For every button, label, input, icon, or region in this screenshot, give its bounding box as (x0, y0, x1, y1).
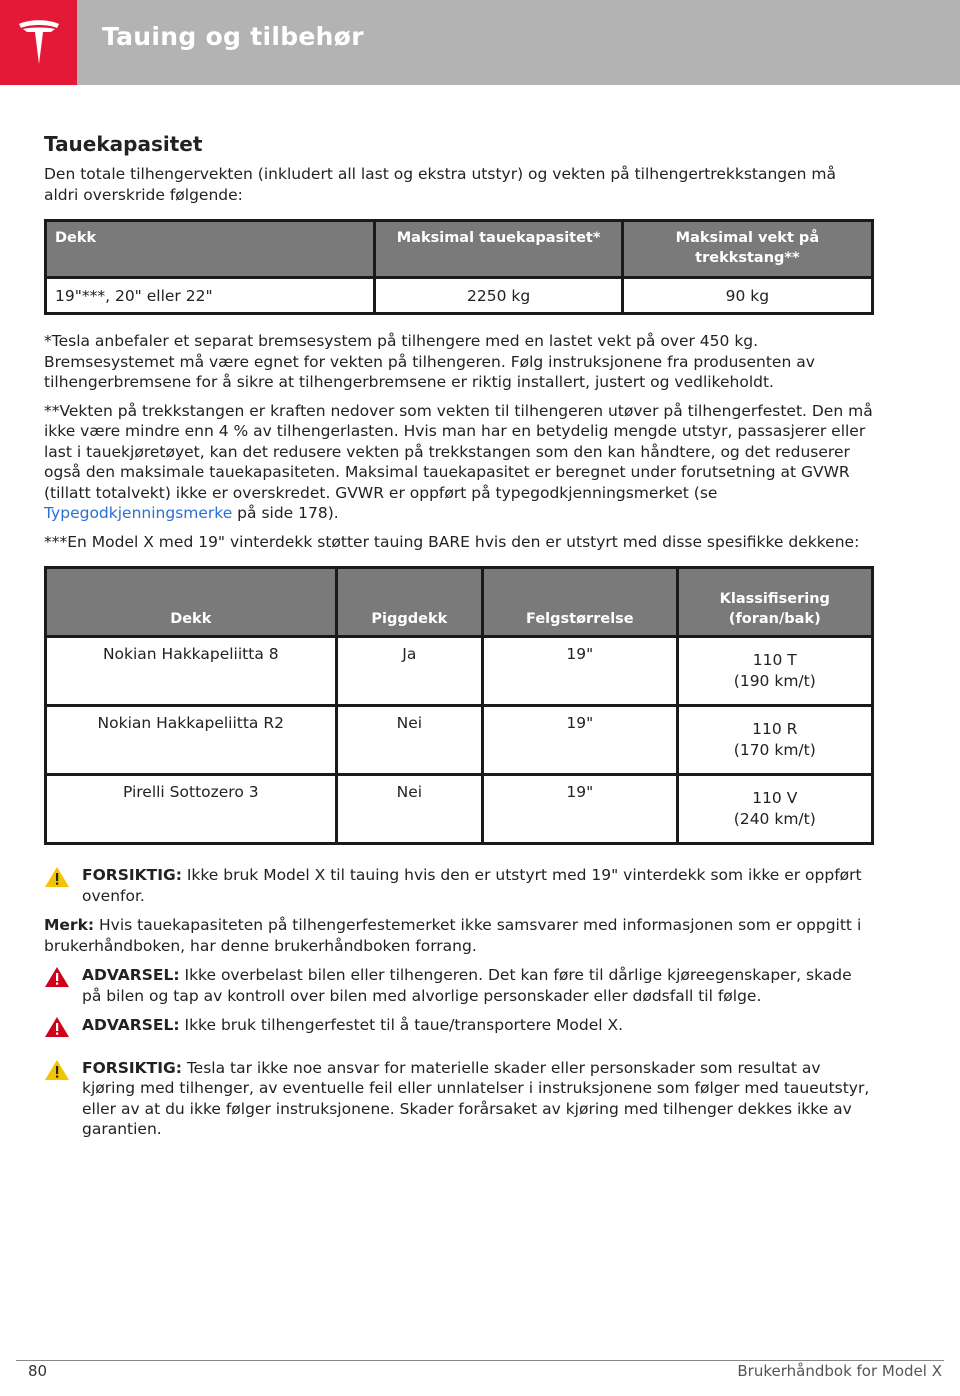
studded: Ja (336, 637, 483, 706)
warning-icon (44, 1015, 82, 1044)
caution-icon (44, 865, 82, 894)
studded: Nei (336, 775, 483, 844)
warning-body: Ikke overbelast bilen eller tilhengeren. Det kan føre til dårlige kjøreegenskaper, skade på bilen og tap av kontroll over bilen med alvorlige personskader eller dødsfall til følge. (82, 966, 852, 1005)
table-row (46, 775, 873, 844)
rating-code: 110 V (752, 789, 798, 807)
table-header-row (46, 221, 873, 278)
table-cell: 2250 kg (375, 278, 622, 314)
note-label: Merk: (44, 916, 95, 934)
note-body: Hvis tauekapasiteten på tilhengerfestemerket ikke samsvarer med informasjonen som er oppgitt i brukerhåndboken, har denne brukerhåndboken forrang. (44, 916, 862, 955)
table-cell: 90 kg (622, 278, 872, 314)
column-header: Piggdekk (336, 568, 483, 637)
rating-code: 110 T (752, 651, 797, 669)
column-header: Dekk (46, 568, 337, 637)
warning-notice (44, 1015, 874, 1044)
caution-text (82, 865, 874, 906)
caution-text (82, 1058, 874, 1140)
tire-name: Pirelli Sottozero 3 (46, 775, 337, 844)
rating-speed: (170 km/t) (733, 740, 816, 759)
footnote-text: **Vekten på trekkstangen er kraften nedover som vekten til tilhengeren utøver på tilhengerfestet. Den må ikke være mindre enn 4 % av tilhengerlasten. Hvis man har en betydelig mengde utstyr, passasjerer eller last i tauekjøretøyet, kan det redusere vekten på trekkstangen som den kan håndtere, og det reduserer også den maksimale tauekapasiteten. Maksimal tauekapasitet er beregnet under forutsetning at GVWR (tillatt totalvekt) ikke er overskredet. GVWR er oppført på typegodkjenningsmerket (se (44, 401, 873, 502)
caution-icon (44, 1058, 82, 1087)
caution-notice (44, 1058, 874, 1140)
rim-size: 19" (483, 706, 677, 775)
warning-label: ADVARSEL: (82, 966, 180, 984)
chapter-title: Tauing og tilbehør (102, 22, 364, 51)
footnote-winter-tires: ***En Model X med 19" vinterdekk støtter tauing BARE hvis den er utstyrt med disse spesifikke dekkene: (44, 532, 860, 551)
rating-speed: (240 km/t) (733, 809, 816, 828)
caution-body: Tesla tar ikke noe ansvar for materielle skader eller personskader som resultat av kjøring med tilhenger, av eventuelle feil eller unnlatelser i instruksjonene som følger med taueutstyr, eller av at du ikke følger instruksjonene. Skader forårsaket av kjøring med tilhenger dekkes ikke av garantien. (82, 1058, 870, 1138)
warning-label: ADVARSEL: (82, 1016, 180, 1034)
footnote-tongue-weight (44, 401, 874, 524)
note-paragraph (44, 915, 874, 956)
page-number: 80 (28, 1362, 48, 1380)
column-header: Dekk (46, 221, 375, 278)
towing-capacity-table (44, 219, 874, 315)
load-speed-rating (677, 637, 872, 706)
type-approval-link[interactable]: Typegodkjenningsmerke (44, 504, 233, 522)
caution-body: Ikke bruk Model X til tauing hvis den er utstyrt med 19" vinterdekk som ikke er oppført ovenfor. (82, 866, 862, 905)
column-header: Maksimal vekt på trekkstang** (622, 221, 872, 278)
footer-divider (16, 1360, 944, 1361)
manual-title: Brukerhåndbok for Model X (737, 1362, 942, 1380)
caution-label: FORSIKTIG: (82, 866, 182, 884)
footnote-brakes: *Tesla anbefaler et separat bremsesystem på tilhengere med en lastet vekt på over 450 kg. Bremsesystemet må være egnet for vekten på tilhengeren. Følg instruksjonene fra produsenten av tilhengerbremsene for å sikre at tilhengerbremsene er riktig installert, justert og vedlikeholdt. (44, 332, 815, 391)
caution-notice (44, 865, 874, 906)
warning-notice (44, 965, 874, 1006)
warning-text (82, 965, 874, 1006)
rim-size: 19" (483, 637, 677, 706)
table-row (46, 706, 873, 775)
tire-name: Nokian Hakkapeliitta 8 (46, 637, 337, 706)
rating-speed: (190 km/t) (733, 671, 816, 690)
warning-text (82, 1015, 874, 1036)
load-speed-rating (677, 706, 872, 775)
table-row (46, 278, 873, 314)
table-cell: 19"***, 20" eller 22" (46, 278, 375, 314)
table-row (46, 637, 873, 706)
caution-label: FORSIKTIG: (82, 1058, 182, 1077)
rim-size: 19" (483, 775, 677, 844)
page-header (0, 0, 960, 85)
load-speed-rating (677, 775, 872, 844)
section-title: Tauekapasitet (44, 132, 203, 156)
tesla-logo-icon (15, 18, 63, 68)
column-header: Felgstørrelse (483, 568, 677, 637)
footnote-text: på side 178). (232, 504, 339, 522)
table-header-row (46, 568, 873, 637)
column-header: Klassifisering (foran/bak) (677, 568, 872, 637)
warning-body: Ikke bruk tilhengerfestet til å taue/transportere Model X. (179, 1016, 624, 1034)
tesla-logo (0, 0, 77, 85)
main-content (44, 132, 874, 1149)
warning-icon (44, 965, 82, 994)
intro-paragraph: Den totale tilhengervekten (inkludert all last og ekstra utstyr) og vekten på tilhengertrekkstangen må aldri overskride følgende: (44, 165, 837, 204)
column-header: Maksimal tauekapasitet* (375, 221, 622, 278)
rating-code: 110 R (752, 720, 798, 738)
studded: Nei (336, 706, 483, 775)
tire-name: Nokian Hakkapeliitta R2 (46, 706, 337, 775)
winter-tire-table (44, 566, 874, 845)
